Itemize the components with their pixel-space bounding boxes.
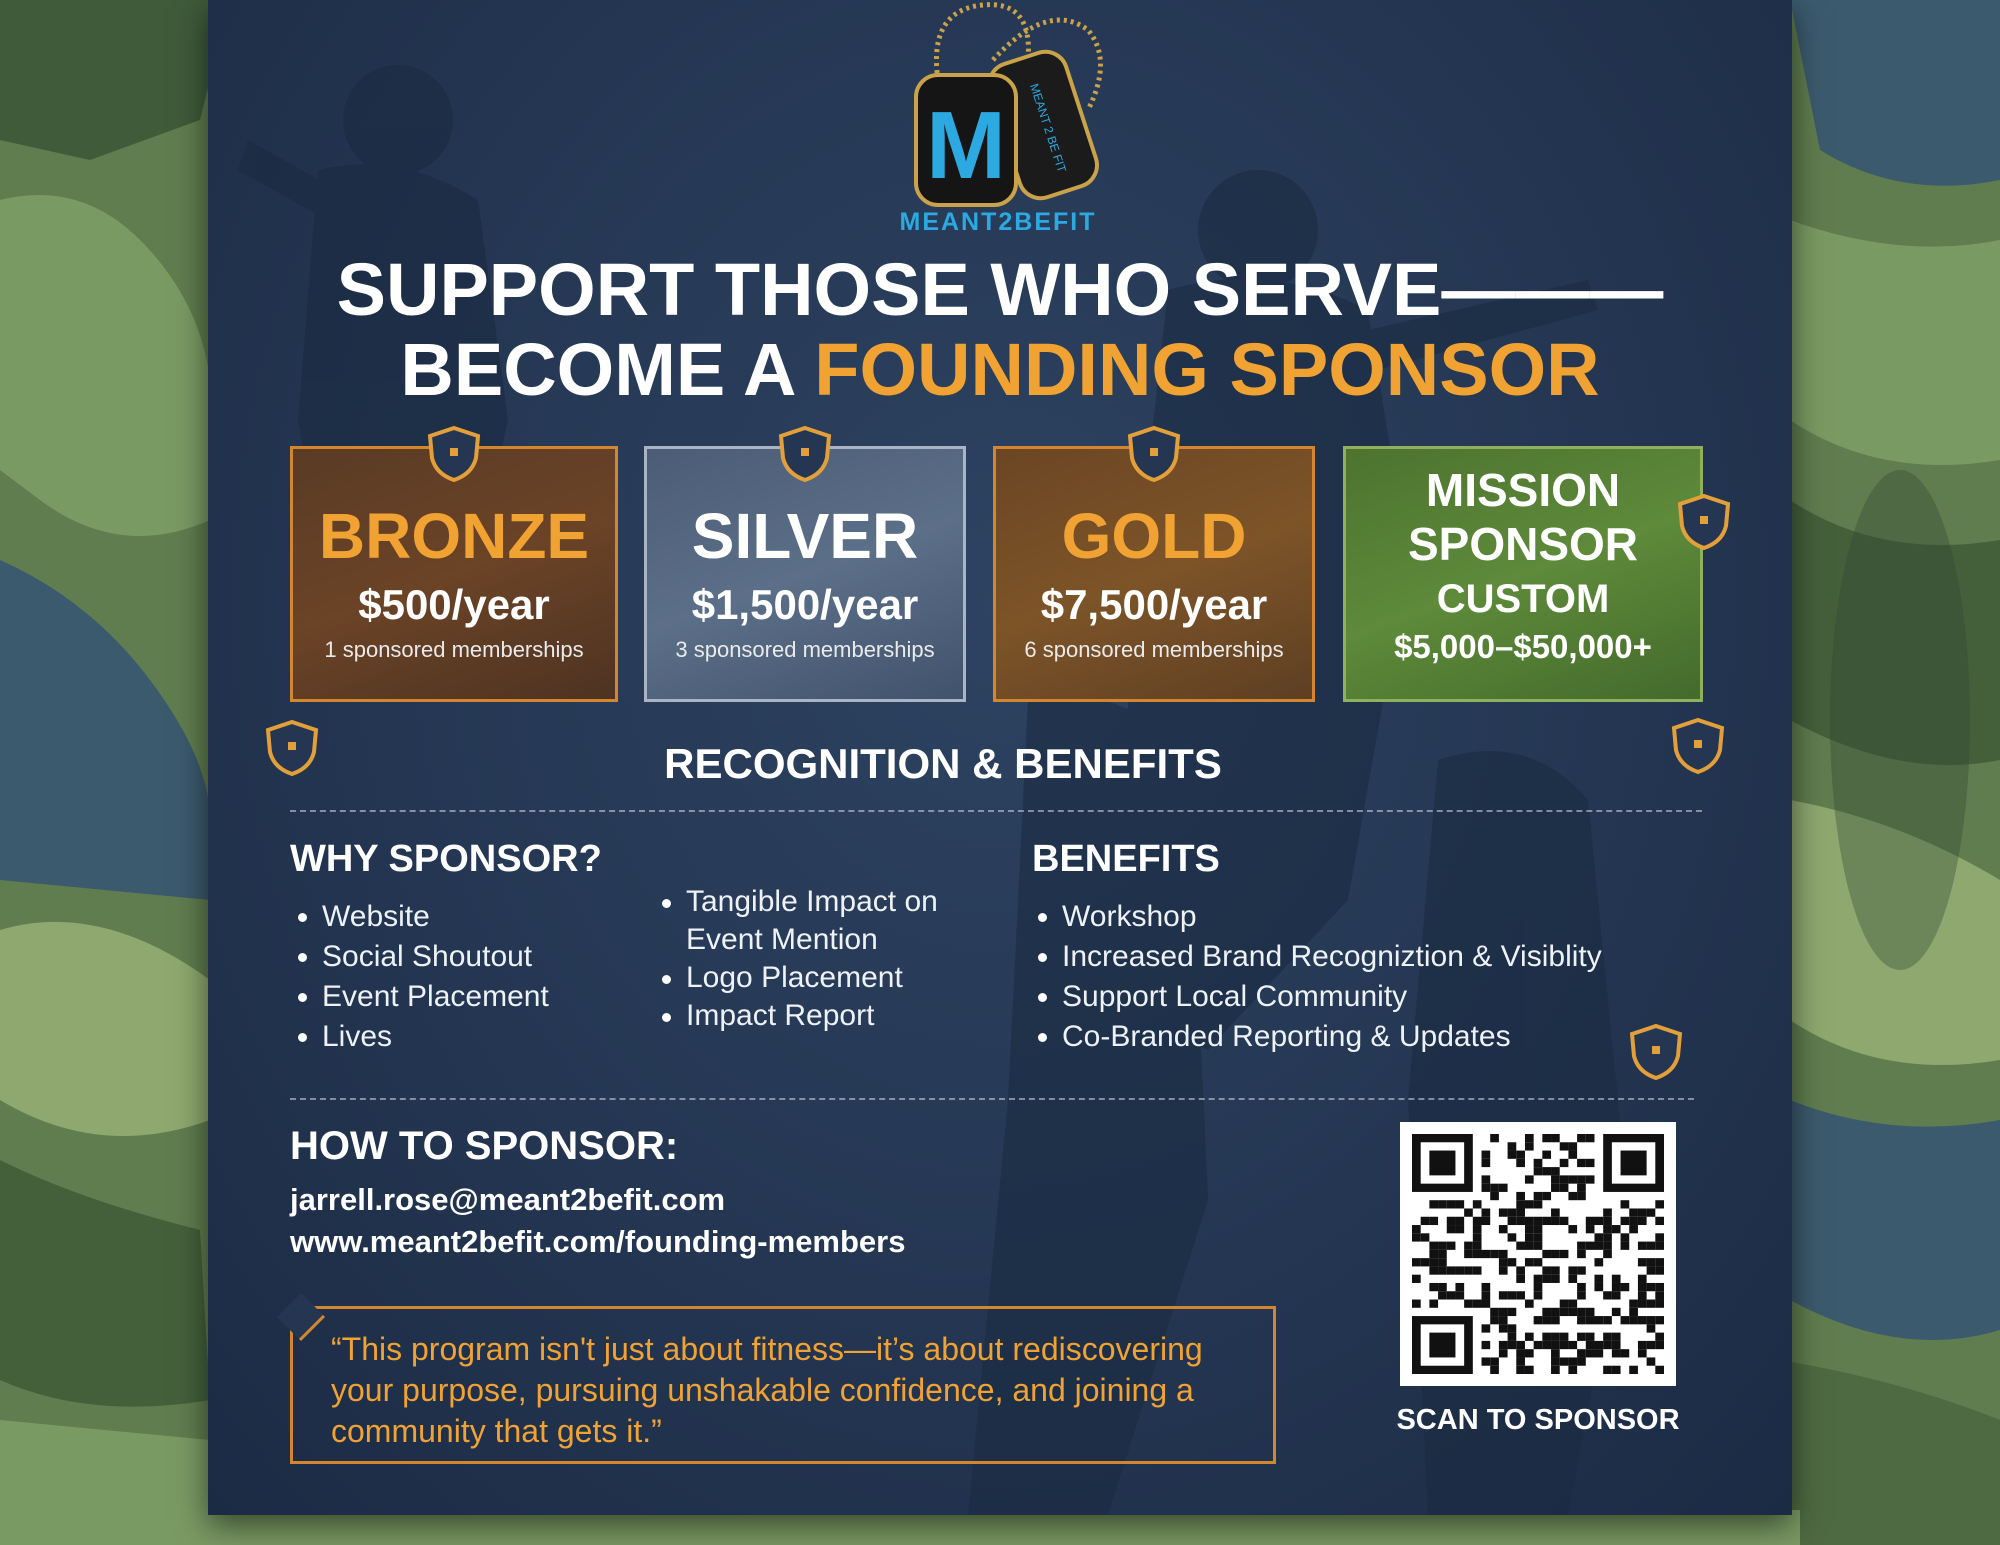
divider bbox=[290, 1098, 1694, 1100]
why-sponsor-list-2 bbox=[658, 883, 978, 1035]
tier-note: 3 sponsored memberships bbox=[675, 637, 935, 662]
tier-note: 1 sponsored memberships bbox=[324, 637, 584, 662]
headline-line1: SUPPORT THOSE WHO SERVE——— bbox=[336, 248, 1664, 331]
shield-badge-icon bbox=[1676, 492, 1732, 552]
svg-text:MEANT 2 BE FIT: MEANT 2 BE FIT bbox=[1027, 81, 1069, 175]
qr-code-pattern bbox=[1412, 1134, 1664, 1374]
tier-price: $1,500/year bbox=[691, 581, 919, 628]
tier-range: $5,000–$50,000+ bbox=[1394, 628, 1652, 665]
benefits-title: BENEFITS bbox=[1032, 838, 1220, 880]
list-item: Increased Brand Recogniztion & Visiblity bbox=[1034, 937, 1634, 977]
contact-email[interactable]: jarrell.rose@meant2befit.com bbox=[290, 1182, 726, 1217]
list-item: Website bbox=[294, 897, 624, 937]
svg-text:M: M bbox=[926, 92, 1006, 199]
divider bbox=[290, 810, 1702, 812]
benefits-list bbox=[1034, 897, 1634, 1057]
shield-badge-icon bbox=[1628, 1022, 1684, 1082]
qr-code[interactable] bbox=[1400, 1122, 1676, 1386]
tier-name: SILVER bbox=[691, 500, 919, 572]
list-item bbox=[658, 883, 978, 959]
list-item: Logo Placement bbox=[658, 959, 978, 997]
tier-price: $500/year bbox=[358, 581, 550, 628]
tier-card-mission bbox=[1343, 446, 1703, 702]
tier-name: BRONZE bbox=[318, 500, 590, 572]
tier-price: CUSTOM bbox=[1436, 577, 1610, 621]
brand-name: MEANT2BEFIT bbox=[899, 208, 1097, 236]
testimonial-quote: “This program isn't just about fitness—it’s about rediscovering your purpose, pursuing unshakable confidence, and joining a community that gets it.” bbox=[290, 1306, 1276, 1464]
list-item-text: Event Mention bbox=[686, 923, 878, 956]
how-to-sponsor-title: HOW TO SPONSOR: bbox=[290, 1124, 679, 1168]
shield-badge-icon bbox=[1670, 716, 1726, 776]
headline bbox=[208, 250, 1792, 410]
why-sponsor-list-1 bbox=[294, 897, 624, 1057]
list-item: Impact Report bbox=[658, 997, 978, 1035]
recognition-title: RECOGNITION & BENEFITS bbox=[664, 740, 1222, 787]
headline-line2 bbox=[208, 330, 1792, 410]
tier-name bbox=[1346, 463, 1700, 571]
list-item: Support Local Community bbox=[1034, 977, 1634, 1017]
tier-note: 6 sponsored memberships bbox=[1024, 637, 1284, 662]
list-item: Workshop bbox=[1034, 897, 1634, 937]
list-item: Event Placement bbox=[294, 977, 624, 1017]
tier-name-line2: SPONSOR bbox=[1407, 518, 1639, 570]
tier-card-silver bbox=[644, 446, 966, 702]
shield-badge-icon bbox=[777, 424, 833, 484]
shield-badge-icon bbox=[426, 424, 482, 484]
contact-url[interactable]: www.meant2befit.com/founding-members bbox=[290, 1224, 906, 1259]
tier-name: GOLD bbox=[1061, 500, 1247, 572]
tier-card-bronze bbox=[290, 446, 618, 702]
qr-label: SCAN TO SPONSOR bbox=[1396, 1404, 1680, 1436]
tier-card-gold bbox=[993, 446, 1315, 702]
shield-badge-icon bbox=[1126, 424, 1182, 484]
list-item: Co-Branded Reporting & Updates bbox=[1034, 1017, 1634, 1057]
dog-tag-logo-icon bbox=[898, 0, 1128, 220]
headline-accent: FOUNDING SPONSOR bbox=[814, 328, 1600, 411]
why-sponsor-title: WHY SPONSOR? bbox=[290, 838, 602, 880]
headline-prefix: BECOME A bbox=[400, 328, 815, 411]
list-item: Lives bbox=[294, 1017, 624, 1057]
sponsor-poster bbox=[208, 0, 1792, 1515]
list-item: Social Shoutout bbox=[294, 937, 624, 977]
tier-price: $7,500/year bbox=[1040, 581, 1268, 628]
list-item-text: Tangible Impact on bbox=[686, 885, 938, 918]
tier-name-line1: MISSION bbox=[1425, 464, 1621, 516]
